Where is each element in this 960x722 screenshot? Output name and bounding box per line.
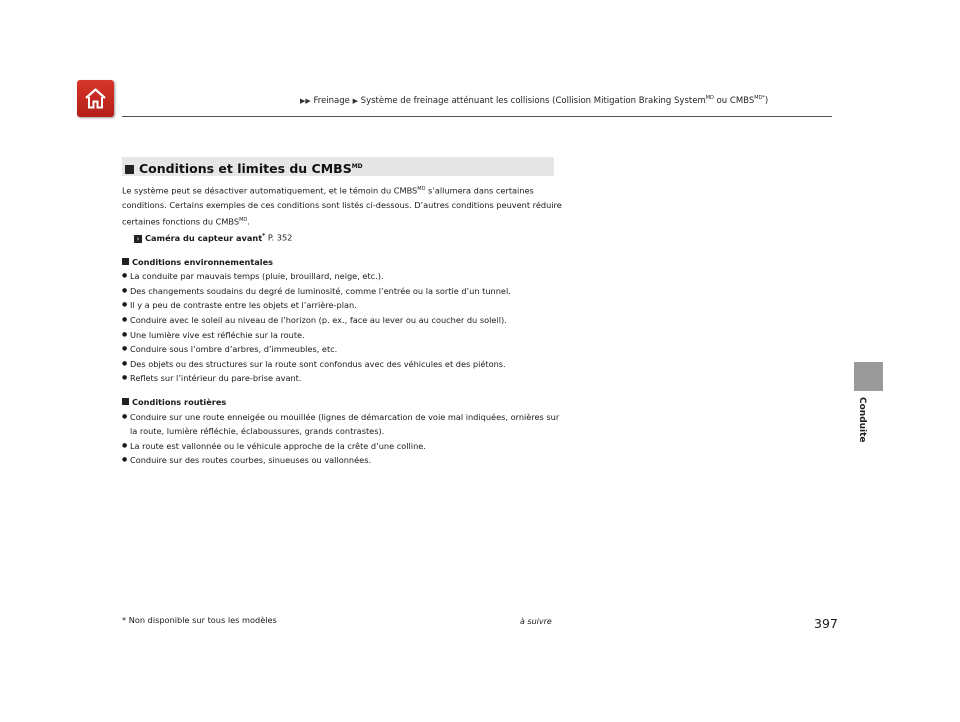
heading-square-icon: [122, 258, 129, 265]
breadcrumb-link-freinage[interactable]: Freinage: [313, 95, 350, 106]
list-item: ● Conduire avec le soleil au niveau de l’horizon (p. ex., face au lever ou au coucher du soleil).: [122, 313, 562, 328]
list-item: ● Des objets ou des structures sur la route sont confondus avec des véhicules et des piétons.: [122, 357, 562, 372]
continued-label: à suivre: [520, 617, 552, 626]
road-conditions-list: [122, 410, 562, 468]
section-square-icon: [125, 165, 134, 174]
cross-reference-link[interactable]: › Caméra du capteur avant* P. 352: [134, 229, 562, 245]
breadcrumb-arrow-icon: ▶: [352, 96, 358, 105]
section-title: Conditions et limites du $CMBS^{MD}$: [122, 157, 554, 176]
list-item: ● Une lumière vive est réfléchie sur la route.: [122, 328, 562, 343]
intro-paragraph: Le système peut se désactiver automatiquement, et le témoin du $CMBS^{MD}$ s’allumera dans certaines conditions. Certains exemples de ces conditions sont listés ci-dessous. D’autres conditions peuvent réduire certaines fonctions du $CMBS^{MD}$.: [122, 185, 562, 227]
list-item: ● Il y a peu de contraste entre les objets et l’arrière-plan.: [122, 298, 562, 313]
list-item: ● Conduire sous l’ombre d’arbres, d’immeubles, etc.: [122, 342, 562, 357]
home-button[interactable]: [77, 80, 114, 117]
heading-square-icon: [122, 398, 129, 405]
footnote: * Non disponible sur tous les modèles: [122, 615, 277, 625]
list-item: ● La route est vallonnée ou le véhicule approche de la crête d’une colline.: [122, 439, 562, 454]
reference-arrow-icon: ›: [134, 235, 142, 243]
list-item: ● Conduire sur une route enneigée ou mouillée (lignes de démarcation de voie mal indiquées, ornières sur la route, lumière réfléchie, éclaboussures, grands contrastes).: [122, 410, 562, 439]
header-divider: [122, 116, 832, 117]
list-item: ● Des changements soudains du degré de luminosité, comme l’entrée ou la sortie d’un tunnel.: [122, 284, 562, 299]
home-icon: [83, 86, 108, 111]
chapter-tab-label: Conduite: [857, 397, 867, 443]
breadcrumb: [300, 95, 768, 106]
list-item: ● La conduite par mauvais temps (pluie, brouillard, neige, etc.).: [122, 269, 562, 284]
main-content: [122, 182, 562, 468]
page-number: 397: [814, 616, 838, 631]
env-conditions-list: [122, 269, 562, 386]
list-item: ● Conduire sur des routes courbes, sinueuses ou vallonnées.: [122, 453, 562, 468]
chapter-tab[interactable]: [854, 362, 883, 391]
list-item: ● Reflets sur l’intérieur du pare-brise avant.: [122, 371, 562, 386]
road-conditions-heading: Conditions routières: [122, 395, 562, 410]
breadcrumb-current[interactable]: Système de freinage atténuant les collisions (Collision Mitigation Braking System$^{MD}$ ou $CMBS^{MD*}$): [360, 95, 769, 106]
env-conditions-heading: Conditions environnementales: [122, 255, 562, 270]
breadcrumb-arrow-icon: ▶▶: [300, 96, 311, 105]
